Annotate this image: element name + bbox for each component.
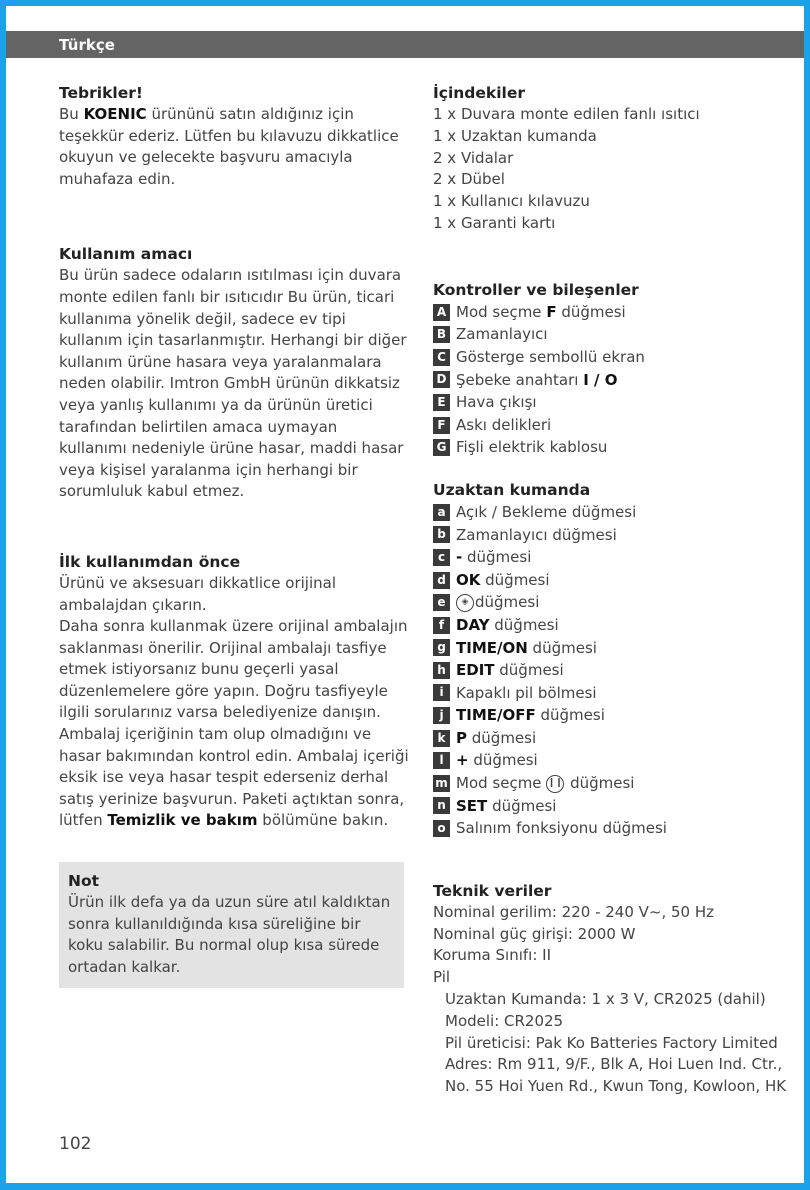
label-text: düğmesi (535, 706, 605, 725)
remote-item-label (456, 817, 667, 840)
remote-section (433, 479, 793, 840)
controls-item-label (456, 391, 537, 414)
label-text: düğmesi (489, 615, 559, 634)
battery-line: Adres: Rm 911, 9/F., Blk A, Hoi Luen Ind. Ctr., (445, 1055, 783, 1074)
label-bold: - (456, 548, 463, 567)
contents-list (433, 104, 793, 235)
label-text: düğmesi (527, 638, 597, 657)
letter-badge: c (433, 549, 450, 566)
remote-item (433, 704, 793, 727)
label-text: Kapaklı pil bölmesi (456, 683, 597, 702)
remote-item (433, 682, 793, 705)
remote-item-label (456, 795, 556, 818)
remote-item (433, 591, 793, 614)
letter-badge: F (433, 417, 450, 434)
label-text: Gösterge sembollü ekran (456, 347, 645, 366)
remote-list (433, 501, 793, 840)
controls-item (433, 414, 793, 437)
label-text: Askı delikleri (456, 415, 552, 434)
controls-item (433, 391, 793, 414)
controls-item-label (456, 323, 548, 346)
remote-item (433, 569, 793, 592)
mode-icon: ❙❙ (546, 775, 564, 793)
page-number: 102 (59, 1134, 92, 1154)
letter-badge: f (433, 617, 450, 634)
spec-line: Nominal gerilim: 220 - 240 V~, 50 Hz (433, 902, 715, 921)
first-use-para-2: Daha sonra kullanmak üzere orijinal ambalajın saklanması önerilir. Orijinal ambalajı tasfiye etmek istiyorsanız bunu geçerli yasal düzenlemelere göre yapın. Doğru tasfiyeyle ilgili sorularınız varsa belediyenize danışın. (59, 617, 408, 722)
remote-item (433, 727, 793, 750)
letter-badge: a (433, 504, 450, 521)
congrats-text-start: Bu (59, 105, 84, 123)
label-bold: EDIT (456, 661, 495, 680)
remote-item (433, 772, 793, 795)
label-bold: F (546, 302, 557, 321)
remote-item (433, 659, 793, 682)
controls-item (433, 369, 793, 392)
first-use-title: İlk kullanımdan önce (59, 552, 241, 571)
language-header (6, 31, 804, 58)
oscillation-icon: ◈ (456, 594, 474, 612)
remote-item (433, 637, 793, 660)
label-text: düğmesi (462, 548, 532, 567)
label-text: düğmesi (565, 774, 635, 793)
usage-title: Kullanım amacı (59, 245, 193, 264)
controls-item (433, 301, 793, 324)
controls-item-label (456, 436, 607, 459)
first-use-section (59, 551, 409, 832)
spec-line: Koruma Sınıfı: II (433, 946, 551, 965)
usage-text: Bu ürün sadece odaların ısıtılması için duvara monte edilen fanlı bir ısıtıcıdır Bu ürün, ticari kullanıma yönelik değil, sadece ev tipi kullanım için tasarlanmıştır. Herhangi bir diğer kullanım ürüne hasara veya yaralanmalara neden olabilir. Imtron GmbH ürünün dikkatsiz veya yanlış kullanımı ya da ürünün üretici tarafından belirtilen amaca uymayan kullanımı nedeniyle ürüne hasar, maddi hasar veya kişisel yaralanma için herhangi bir sorumluluk kabul etmez. (59, 266, 407, 501)
label-text: Zamanlayıcı düğmesi (456, 525, 617, 544)
letter-badge: h (433, 662, 450, 679)
para-3-end: bölümüne bakın. (257, 811, 389, 830)
remote-item-label (456, 591, 539, 614)
remote-item-label (456, 637, 597, 660)
controls-item-label (456, 369, 618, 392)
congrats-text-end: ürününü satın aldığınız için teşekkür ederiz. Lütfen bu kılavuzu dikkatlice okuyun ve gelecekte başvuru amacıyla muhafaza edin. (59, 105, 399, 188)
note-text: Ürün ilk defa ya da uzun süre atıl kaldıktan sonra kullanıldığında kısa süreliğine bir koku salabilir. Bu normal olup kısa sürede ortadan kalkar. (68, 893, 391, 976)
remote-item-label (456, 546, 531, 569)
label-text: Mod seçme (456, 774, 547, 793)
letter-badge: i (433, 684, 450, 701)
remote-item (433, 817, 793, 840)
letter-badge: n (433, 797, 450, 814)
remote-item-label (456, 659, 564, 682)
controls-item-label (456, 346, 645, 369)
letter-badge: A (433, 304, 450, 321)
letter-badge: B (433, 326, 450, 343)
controls-item (433, 436, 793, 459)
contents-section (433, 82, 793, 235)
remote-item-label (456, 749, 538, 772)
remote-title: Uzaktan kumanda (433, 480, 591, 499)
language-label: Türkçe (59, 36, 115, 54)
cleaning-reference: Temizlik ve bakım (107, 811, 258, 830)
spec-line: Nominal güç girişi: 2000 W (433, 924, 636, 943)
controls-item (433, 323, 793, 346)
right-column (433, 82, 793, 1098)
list-item: 1 x Duvara monte edilen fanlı ısıtıcı (433, 105, 700, 123)
specs-title: Teknik veriler (433, 881, 552, 900)
label-bold: + (456, 751, 469, 770)
remote-item-label (456, 569, 550, 592)
letter-badge: k (433, 730, 450, 747)
label-text: Şebeke anahtarı (456, 370, 584, 389)
remote-item (433, 749, 793, 772)
note-title: Not (68, 872, 100, 891)
remote-item-label (456, 682, 597, 705)
remote-item-label (456, 501, 636, 524)
remote-item-label (456, 524, 617, 547)
letter-badge: G (433, 439, 450, 456)
remote-item (433, 795, 793, 818)
label-text: düğmesi (556, 302, 626, 321)
controls-item (433, 346, 793, 369)
label-text: düğmesi (467, 728, 537, 747)
remote-item-label (456, 704, 605, 727)
label-bold: TIME/OFF (456, 706, 536, 725)
list-item: 1 x Kullanıcı kılavuzu (433, 192, 590, 211)
first-use-para-3 (59, 724, 409, 832)
letter-badge: o (433, 820, 450, 837)
controls-list (433, 301, 793, 459)
contents-title: İçindekiler (433, 84, 526, 102)
label-bold: DAY (456, 615, 490, 634)
letter-badge: C (433, 349, 450, 366)
letter-badge: g (433, 639, 450, 656)
label-text: düğmesi (494, 661, 564, 680)
label-text: Hava çıkışı (456, 393, 537, 412)
letter-badge: b (433, 526, 450, 543)
label-bold: P (456, 728, 467, 747)
letter-badge: m (433, 775, 450, 792)
list-item: 1 x Garanti kartı (433, 213, 556, 232)
remote-item (433, 546, 793, 569)
remote-item-label (456, 727, 536, 750)
usage-section (59, 243, 409, 503)
battery-line: Modeli: CR2025 (445, 1011, 564, 1030)
label-text: Açık / Bekleme düğmesi (456, 502, 637, 521)
label-text: düğmesi (480, 570, 550, 589)
congrats-title: Tebrikler! (59, 84, 143, 102)
list-item: 1 x Uzaktan kumanda (433, 126, 597, 145)
label-bold: TIME/ON (456, 638, 528, 657)
list-item: 2 x Dübel (433, 170, 505, 189)
controls-section (433, 279, 793, 459)
controls-item-label (456, 414, 551, 437)
spec-line: Pil (433, 968, 451, 987)
remote-item-label (456, 614, 559, 637)
remote-item (433, 501, 793, 524)
list-item: 2 x Vidalar (433, 148, 514, 167)
label-text: düğmesi (468, 751, 538, 770)
specs-section (433, 880, 793, 1098)
controls-title: Kontroller ve bileşenler (433, 280, 639, 299)
label-bold: SET (456, 796, 488, 815)
specs-list (433, 902, 793, 1098)
left-column (59, 82, 409, 988)
label-text: Salınım fonksiyonu düğmesi (456, 819, 667, 838)
para-3-start: Ambalaj içeriğinin tam olup olmadığını ve hasar bakımından kontrol edin. Ambalaj içeriği eksik ise veya hasar tespit ederseniz derhal satış yerinize başvurun. Paketi açtıktan sonra, lütfen (59, 725, 409, 830)
letter-badge: l (433, 752, 450, 769)
letter-badge: j (433, 707, 450, 724)
battery-line: Uzaktan Kumanda: 1 x 3 V, CR2025 (dahil) (445, 990, 766, 1009)
controls-item-label (456, 301, 626, 324)
battery-line: Pil üreticisi: Pak Ko Batteries Factory Limited (445, 1033, 778, 1052)
brand-name: KOENIC (83, 105, 147, 123)
congrats-section (59, 82, 409, 190)
label-text: Fişli elektrik kablosu (456, 438, 608, 457)
battery-line: No. 55 Hoi Yuen Rd., Kwun Tong, Kowloon, HK (445, 1077, 787, 1096)
letter-badge: d (433, 572, 450, 589)
letter-badge: E (433, 394, 450, 411)
label-text: düğmesi (487, 796, 557, 815)
letter-badge: D (433, 371, 450, 388)
label-bold: OK (456, 570, 481, 589)
letter-badge: e (433, 594, 450, 611)
remote-item-label (456, 772, 634, 795)
label-text: Mod seçme (456, 302, 547, 321)
congrats-text (59, 104, 409, 190)
label-text: düğmesi (475, 593, 540, 612)
first-use-para-1: Ürünü ve aksesuarı dikkatlice orijinal ambalajdan çıkarın. (59, 573, 337, 614)
remote-item (433, 524, 793, 547)
remote-item (433, 614, 793, 637)
note-box (59, 862, 404, 988)
label-bold: I / O (583, 370, 618, 389)
label-text: Zamanlayıcı (456, 325, 548, 344)
